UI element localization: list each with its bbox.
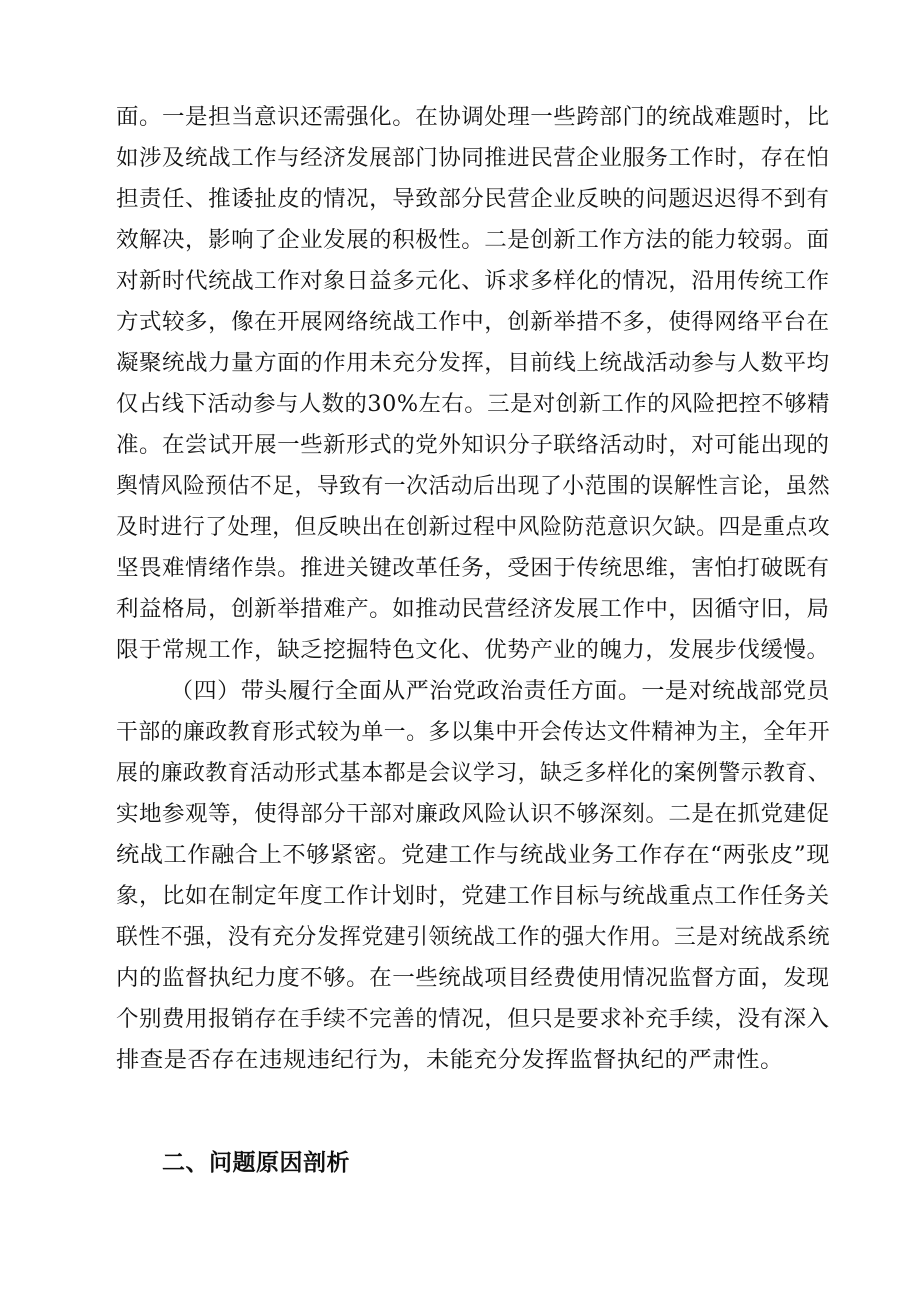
text-line: 坚畏难情绪作祟。推进关键改革任务，受困于传统思维，害怕打破既有	[116, 556, 830, 581]
text-line: 仅占线下活动参与人数的30%左右。三是对创新工作的风险把控不够精	[116, 392, 830, 417]
text-line: 实地参观等，使得部分干部对廉政风险认识不够深刻。二是在抓党建促	[116, 802, 830, 827]
text-line: 面。一是担当意识还需强化。在协调处理一些跨部门的统战难题时，比	[116, 105, 830, 130]
text-line: 排查是否存在违规违纪行为，未能充分发挥监督执纪的严肃性。	[116, 1048, 784, 1073]
text-line: 对新时代统战工作对象日益多元化、诉求多样化的情况，沿用传统工作	[116, 269, 830, 294]
text-line: 利益格局，创新举措难产。如推动民营经济发展工作中，因循守旧，局	[116, 597, 830, 622]
text-line: 凝聚统战力量方面的作用未充分发挥，目前线上统战活动参与人数平均	[116, 351, 830, 376]
text-line: 内的监督执纪力度不够。在一些统战项目经费使用情况监督方面，发现	[116, 966, 830, 991]
section-four-first-line: （四）带头履行全面从严治党政治责任方面。一是对统战部党员	[170, 679, 831, 704]
text-line: 统战工作融合上不够紧密。党建工作与统战业务工作存在“两张皮”现	[116, 843, 830, 868]
text-line: 舆情风险预估不足，导致有一次活动后出现了小范围的误解性言论，虽然	[116, 474, 831, 499]
text-line: 如涉及统战工作与经济发展部门协同推进民营企业服务工作时，存在怕	[116, 146, 830, 171]
text-line: 联性不强，没有充分发挥党建引领统战工作的强大作用。三是对统战系统	[116, 925, 831, 950]
text-line: 展的廉政教育活动形式基本都是会议学习，缺乏多样化的案例警示教育、	[116, 761, 831, 786]
text-line: 干部的廉政教育形式较为单一。多以集中开会传达文件精神为主，全年开	[116, 720, 831, 745]
text-line: 方式较多，像在开展网络统战工作中，创新举措不多，使得网络平台在	[116, 310, 830, 335]
text-line: 效解决，影响了企业发展的积极性。二是创新工作方法的能力较弱。面	[116, 228, 830, 253]
text-line: 限于常规工作，缺乏挖掘特色文化、优势产业的魄力，发展步伐缓慢。	[116, 638, 830, 663]
section-heading: 二、问题原因剖析	[162, 1150, 350, 1176]
text-line: 准。在尝试开展一些新形式的党外知识分子联络活动时，对可能出现的	[116, 433, 830, 458]
text-line: 担责任、推诿扯皮的情况，导致部分民营企业反映的问题迟迟得不到有	[116, 187, 830, 212]
text-line: 个别费用报销存在手续不完善的情况，但只是要求补充手续，没有深入	[116, 1007, 830, 1032]
text-line: 及时进行了处理，但反映出在创新过程中风险防范意识欠缺。四是重点攻	[116, 515, 831, 540]
text-line: 象，比如在制定年度工作计划时，党建工作目标与统战重点工作任务关	[116, 884, 830, 909]
